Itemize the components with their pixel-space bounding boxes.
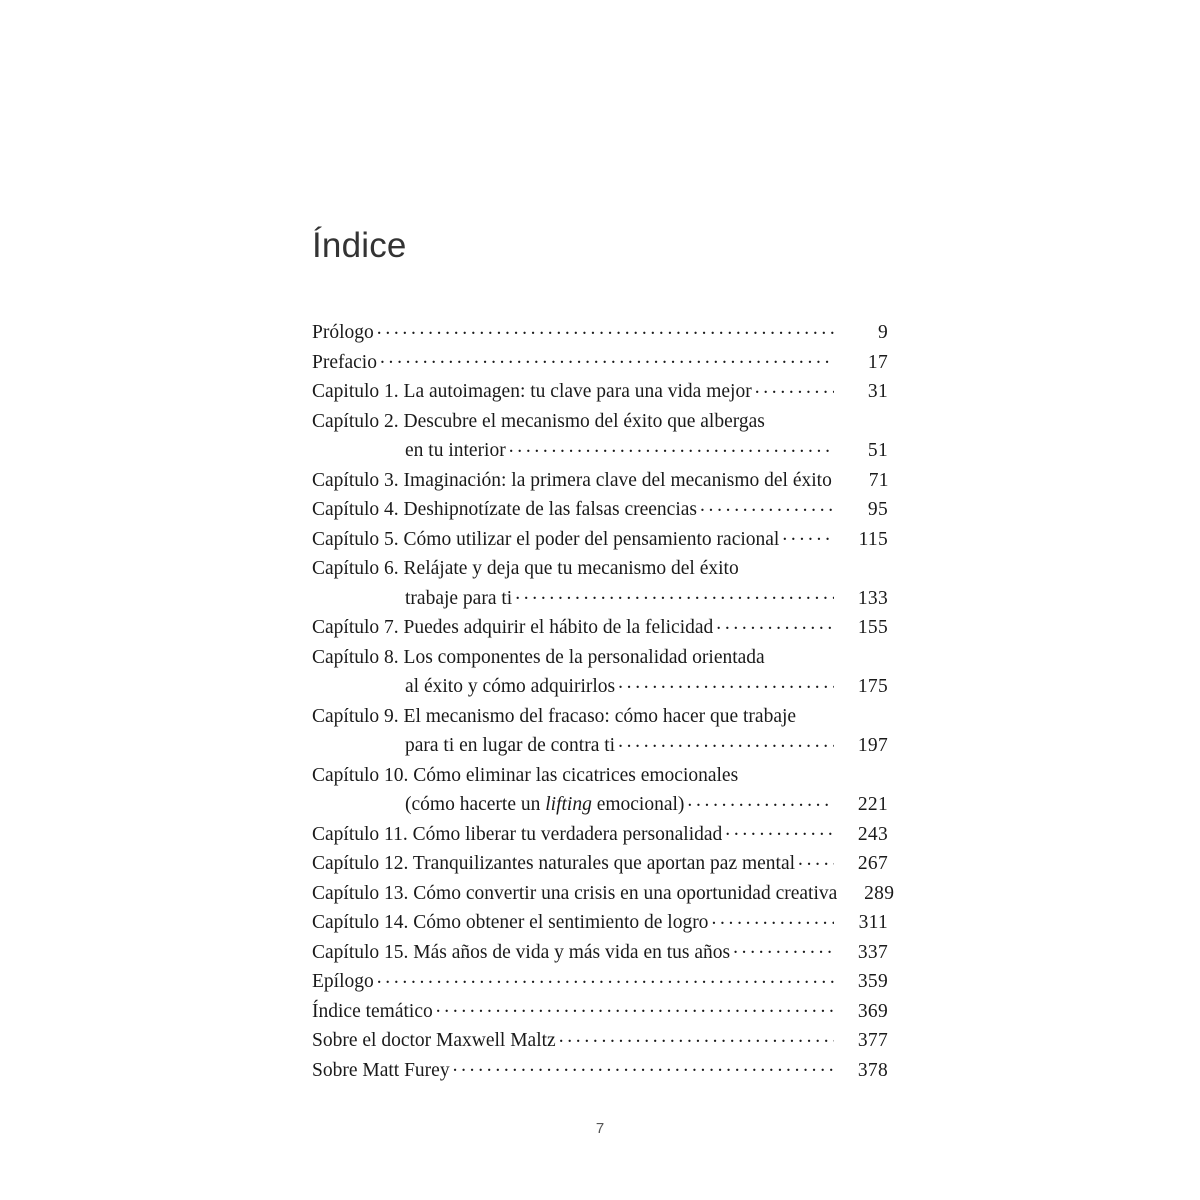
toc-entry[interactable]	[312, 820, 888, 850]
toc-page-number: 359	[857, 971, 888, 992]
toc-dot-leader	[716, 614, 834, 634]
toc-entry-line	[312, 938, 888, 968]
toc-page-number: 377	[857, 1030, 888, 1051]
table-of-contents	[312, 318, 895, 1085]
toc-page-number: 243	[857, 823, 888, 845]
toc-leader-spacer	[742, 555, 834, 575]
toc-entry-label: para ti en lugar de contra ti	[405, 735, 616, 756]
toc-leader-spacer	[799, 702, 834, 722]
toc-entry[interactable]	[312, 702, 888, 761]
toc-dot-leader	[711, 909, 834, 929]
toc-entry-label: Capítulo 5. Cómo utilizar el poder del pensamiento racional	[312, 528, 780, 550]
toc-leader-spacer	[741, 761, 834, 781]
toc-entry[interactable]	[312, 761, 888, 820]
toc-page-number: 197	[857, 735, 888, 756]
toc-entry-label: Capítulo 3. Imaginación: la primera clave del mecanismo del éxito	[312, 469, 832, 491]
toc-leader-spacer	[768, 643, 834, 663]
toc-entry-label: en tu interior	[405, 440, 506, 461]
toc-page-number: 378	[857, 1059, 888, 1081]
toc-entry-line	[312, 1026, 888, 1056]
toc-entry-line	[312, 348, 888, 378]
toc-page-number: 95	[867, 499, 888, 520]
toc-entry-italic-term: lifting	[545, 794, 592, 815]
toc-page-number: 289	[864, 882, 895, 904]
toc-entry[interactable]	[312, 318, 888, 348]
toc-page-number: 155	[857, 617, 888, 638]
toc-entry[interactable]	[312, 495, 888, 525]
toc-entry-line	[312, 967, 888, 997]
toc-entry-line	[312, 908, 888, 938]
toc-entry-line	[312, 761, 888, 791]
toc-entry-continuation-line	[312, 584, 888, 614]
toc-dot-leader	[509, 437, 834, 457]
toc-entry-line	[312, 820, 888, 850]
toc-entry-line	[312, 702, 888, 732]
toc-entry[interactable]	[312, 908, 888, 938]
toc-entry-line	[312, 879, 895, 909]
toc-entry-label: al éxito y cómo adquirirlos	[405, 676, 616, 697]
toc-entry-label: Capítulo 13. Cómo convertir una crisis en una oportunidad creativa	[312, 882, 838, 904]
toc-page-number: 115	[858, 528, 888, 550]
toc-dot-leader	[436, 997, 834, 1017]
toc-entry-line	[312, 613, 888, 643]
toc-page-number: 9	[877, 322, 888, 343]
toc-entry-label: Capítulo 14. Cómo obtener el sentimiento de logro	[312, 912, 709, 933]
toc-dot-leader	[618, 673, 834, 693]
toc-entry[interactable]	[312, 525, 888, 555]
toc-dot-leader	[453, 1056, 834, 1076]
toc-entry-label: Capítulo 8. Los componentes de la personalidad orientada	[312, 646, 765, 668]
toc-entry-label: Sobre el doctor Maxwell Maltz	[312, 1030, 556, 1051]
toc-page-number: 221	[857, 794, 888, 815]
toc-entry-label: trabaje para ti	[405, 587, 513, 609]
toc-entry-line	[312, 407, 888, 437]
toc-entry-line	[312, 1056, 888, 1086]
toc-entry[interactable]	[312, 643, 888, 702]
toc-entry[interactable]	[312, 1026, 888, 1056]
toc-entry-label: Capítulo 11. Cómo liberar tu verdadera personalidad	[312, 823, 723, 845]
toc-dot-leader	[733, 938, 834, 958]
toc-entry-label: Prólogo	[312, 322, 374, 343]
toc-entry-line	[312, 643, 888, 673]
toc-page-number: 51	[867, 440, 888, 461]
toc-entry-continuation-line	[312, 672, 888, 702]
toc-entry-label: Índice temático	[312, 1000, 433, 1022]
toc-entry[interactable]	[312, 879, 895, 909]
toc-entry-label: Capítulo 9. El mecanismo del fracaso: cómo hacer que trabaje	[312, 705, 797, 727]
toc-entry-label: Capítulo 10. Cómo eliminar las cicatrices emocionales	[312, 764, 739, 786]
toc-dot-leader	[515, 584, 834, 604]
toc-dot-leader	[782, 525, 834, 545]
toc-entry[interactable]	[312, 613, 888, 643]
toc-entry-line	[312, 466, 888, 496]
toc-dot-leader	[725, 820, 834, 840]
toc-dot-leader	[687, 791, 834, 811]
toc-dot-leader	[377, 968, 834, 988]
toc-entry-label: (cómo hacerte un lifting emocional)	[405, 794, 685, 815]
toc-entry-label: Capítulo 4. Deshipnotízate de las falsas creencias	[312, 499, 697, 520]
toc-entry-line	[312, 377, 888, 407]
toc-page-number: 71	[868, 469, 889, 491]
toc-dot-leader	[798, 850, 834, 870]
toc-entry-line	[312, 495, 888, 525]
toc-entry-label: Prefacio	[312, 351, 377, 373]
toc-entry-continuation-line	[312, 436, 888, 466]
toc-entry[interactable]	[312, 997, 888, 1027]
toc-dot-leader	[618, 732, 834, 752]
toc-entry-line	[312, 997, 888, 1027]
toc-entry-line	[312, 554, 888, 584]
toc-entry[interactable]	[312, 1056, 888, 1086]
toc-dot-leader	[559, 1027, 834, 1047]
toc-entry[interactable]	[312, 407, 888, 466]
toc-page-number: 17	[867, 351, 888, 373]
toc-dot-leader	[377, 319, 834, 339]
toc-page-number: 133	[857, 587, 888, 609]
toc-dot-leader	[700, 496, 834, 516]
toc-dot-leader	[755, 378, 834, 398]
toc-entry[interactable]	[312, 967, 888, 997]
toc-entry-label: Capítulo 6. Relájate y deja que tu mecanismo del éxito	[312, 558, 739, 579]
page-title: Índice	[312, 226, 407, 266]
toc-dot-leader	[380, 348, 834, 368]
toc-entry-line	[312, 849, 888, 879]
toc-entry[interactable]	[312, 348, 888, 378]
toc-entry-label: Capitulo 1. La autoimagen: tu clave para una vida mejor	[312, 381, 752, 402]
toc-entry-label: Epílogo	[312, 971, 374, 992]
toc-entry[interactable]	[312, 554, 888, 613]
toc-page-number: 369	[857, 1000, 888, 1022]
toc-page-number: 311	[858, 912, 888, 933]
toc-entry-continuation-line	[312, 731, 888, 761]
toc-leader-spacer	[768, 407, 834, 427]
toc-page-number: 175	[857, 676, 888, 697]
toc-entry-label: Capítulo 15. Más años de vida y más vida en tus años	[312, 941, 731, 963]
toc-entry[interactable]	[312, 849, 888, 879]
toc-entry-label: Capítulo 7. Puedes adquirir el hábito de la felicidad	[312, 617, 714, 638]
toc-entry-label: Sobre Matt Furey	[312, 1059, 450, 1081]
page-folio-number: 7	[595, 1120, 605, 1137]
toc-page-number: 267	[857, 853, 888, 874]
toc-entry-line	[312, 525, 888, 555]
toc-entry[interactable]	[312, 938, 888, 968]
toc-entry-continuation-line	[312, 790, 888, 820]
toc-entry-label: Capítulo 2. Descubre el mecanismo del éxito que albergas	[312, 410, 765, 432]
toc-page-number: 31	[867, 381, 888, 402]
toc-entry[interactable]	[312, 377, 888, 407]
toc-entry-line	[312, 318, 888, 348]
toc-page-number: 337	[857, 941, 888, 963]
toc-entry-label: Capítulo 12. Tranquilizantes naturales que aportan paz mental	[312, 853, 796, 874]
toc-entry[interactable]	[312, 466, 888, 496]
